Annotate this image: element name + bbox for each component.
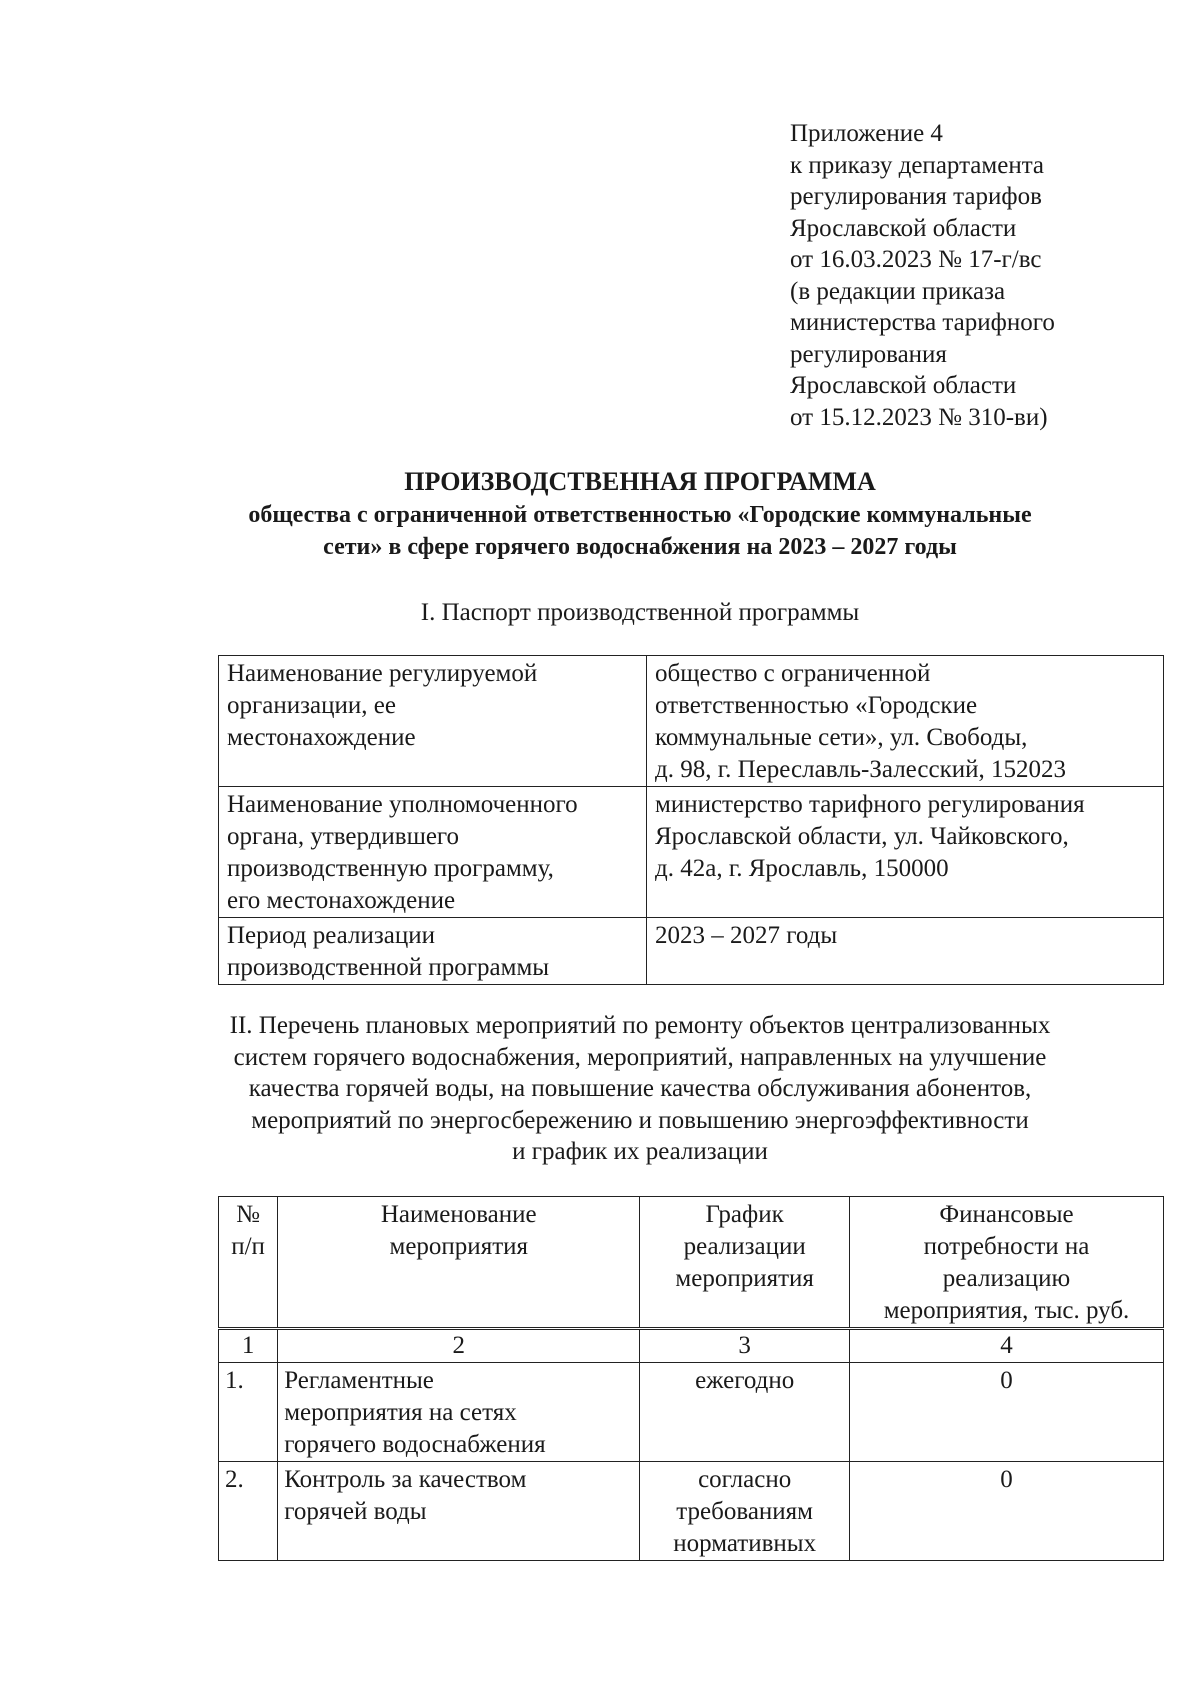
cell-line: реализацию (942, 1265, 1071, 1292)
heading-line: систем горячего водоснабжения, мероприятий, направленных на улучшение (233, 1043, 1047, 1071)
heading-line: и график их реализации (512, 1138, 768, 1165)
cell-line: производственной программы (227, 954, 550, 981)
row-name-cell (278, 1462, 640, 1561)
cell-line: ответственностью «Городские (655, 692, 978, 719)
cell-line: Регламентные (284, 1367, 434, 1394)
document-title (180, 465, 1100, 563)
passport-value-cell (647, 918, 1164, 985)
table-row (219, 656, 1164, 787)
cell-line: местонахождение (227, 724, 416, 751)
appendix-line: (в редакции приказа (790, 277, 1006, 305)
cell-line: мероприятия на сетях (284, 1399, 517, 1426)
column-number-cell: 4 (849, 1329, 1163, 1363)
events-table (218, 1196, 1164, 1561)
header-cell-name (278, 1197, 640, 1329)
row-cost-cell: 0 (849, 1363, 1163, 1462)
row-number-cell: 2. (219, 1462, 278, 1561)
cell-line: Финансовые (939, 1201, 1074, 1228)
cell-line: реализации (683, 1233, 806, 1260)
cell-line: № (236, 1201, 261, 1228)
appendix-line: от 15.12.2023 № 310-ви) (790, 403, 1048, 431)
table-header-row (219, 1197, 1164, 1329)
appendix-line: регулирования (790, 340, 947, 368)
title-sub-line: сети» в сфере горячего водоснабжения на 2023 – 2027 годы (323, 534, 957, 560)
passport-label-cell (219, 918, 647, 985)
table-row (219, 918, 1164, 985)
cell-line: министерство тарифного регулирования (655, 791, 1085, 818)
cell-line: согласно (698, 1466, 792, 1493)
cell-line: п/п (231, 1233, 265, 1260)
row-schedule-cell (640, 1462, 850, 1561)
passport-value-cell (647, 787, 1164, 918)
appendix-line: регулирования тарифов (790, 183, 1042, 210)
cell-line: мероприятия (389, 1233, 528, 1260)
row-cost-cell: 0 (849, 1462, 1163, 1561)
cell-line: горячей воды (284, 1498, 427, 1525)
cell-line: производственную программу, (227, 855, 554, 882)
cell-line: требованиям (676, 1498, 813, 1525)
cell-line: общество с ограниченной (655, 660, 931, 687)
heading-line: II. Перечень плановых мероприятий по ремонту объектов централизованных (229, 1012, 1051, 1039)
table-row (219, 1462, 1164, 1561)
appendix-line: Ярославской области (790, 372, 1017, 399)
row-name-cell (278, 1363, 640, 1462)
column-number-cell: 3 (640, 1329, 850, 1363)
header-cell-schedule (640, 1197, 850, 1329)
appendix-line: Ярославской области (790, 214, 1017, 242)
cell-line: д. 98, г. Переславль-Залесский, 152023 (655, 756, 1066, 783)
cell-line: его местонахождение (227, 887, 456, 914)
heading-line: мероприятий по энергосбережению и повышению энергоэффективности (251, 1106, 1029, 1134)
passport-label-cell (219, 656, 647, 787)
cell-line: потребности на (923, 1233, 1090, 1260)
cell-line: Период реализации (227, 922, 435, 949)
cell-line: д. 42а, г. Ярославль, 150000 (655, 855, 949, 882)
row-schedule-cell (640, 1363, 850, 1462)
table-row (219, 1363, 1164, 1462)
appendix-line: министерства тарифного (790, 309, 1055, 336)
header-cell-cost (849, 1197, 1163, 1329)
column-number-cell: 1 (219, 1329, 278, 1363)
table-row (219, 787, 1164, 918)
cell-line: Наименование (380, 1201, 537, 1228)
appendix-line: от 16.03.2023 № 17-г/вс (790, 246, 1042, 273)
passport-label-cell (219, 787, 647, 918)
cell-line: коммунальные сети», ул. Свободы, (655, 724, 1028, 751)
cell-line: Наименование регулируемой (227, 660, 538, 687)
header-cell-number (219, 1197, 278, 1329)
section1-heading: I. Паспорт производственной программы (420, 599, 860, 626)
cell-line: Ярославской области, ул. Чайковского, (655, 823, 1069, 850)
passport-value-cell (647, 656, 1164, 787)
column-number-cell: 2 (278, 1329, 640, 1363)
title-main: ПРОИЗВОДСТВЕННАЯ ПРОГРАММА (404, 467, 876, 496)
cell-line: 2023 – 2027 годы (655, 922, 838, 949)
heading-line: качества горячей воды, на повышение качества обслуживания абонентов, (248, 1075, 1032, 1102)
cell-line: мероприятия, тыс. руб. (883, 1297, 1130, 1324)
passport-table (218, 655, 1164, 985)
cell-line: ежегодно (695, 1367, 795, 1394)
appendix-block (790, 118, 1170, 433)
section2-heading (180, 1010, 1100, 1168)
cell-line: органа, утвердившего (227, 823, 460, 850)
cell-line: мероприятия (675, 1265, 814, 1292)
appendix-line: к приказу департамента (790, 151, 1045, 179)
cell-line: организации, ее (227, 692, 396, 719)
row-number-cell: 1. (219, 1363, 278, 1462)
cell-line: График (705, 1201, 784, 1228)
column-number-row (219, 1329, 1164, 1363)
cell-line: нормативных (673, 1530, 817, 1557)
appendix-line: Приложение 4 (790, 120, 943, 147)
cell-line: Наименование уполномоченного (227, 791, 578, 818)
cell-line: горячего водоснабжения (284, 1431, 546, 1458)
cell-line: Контроль за качеством (284, 1466, 527, 1493)
title-sub-line: общества с ограниченной ответственностью «Городские коммунальные (248, 502, 1032, 528)
